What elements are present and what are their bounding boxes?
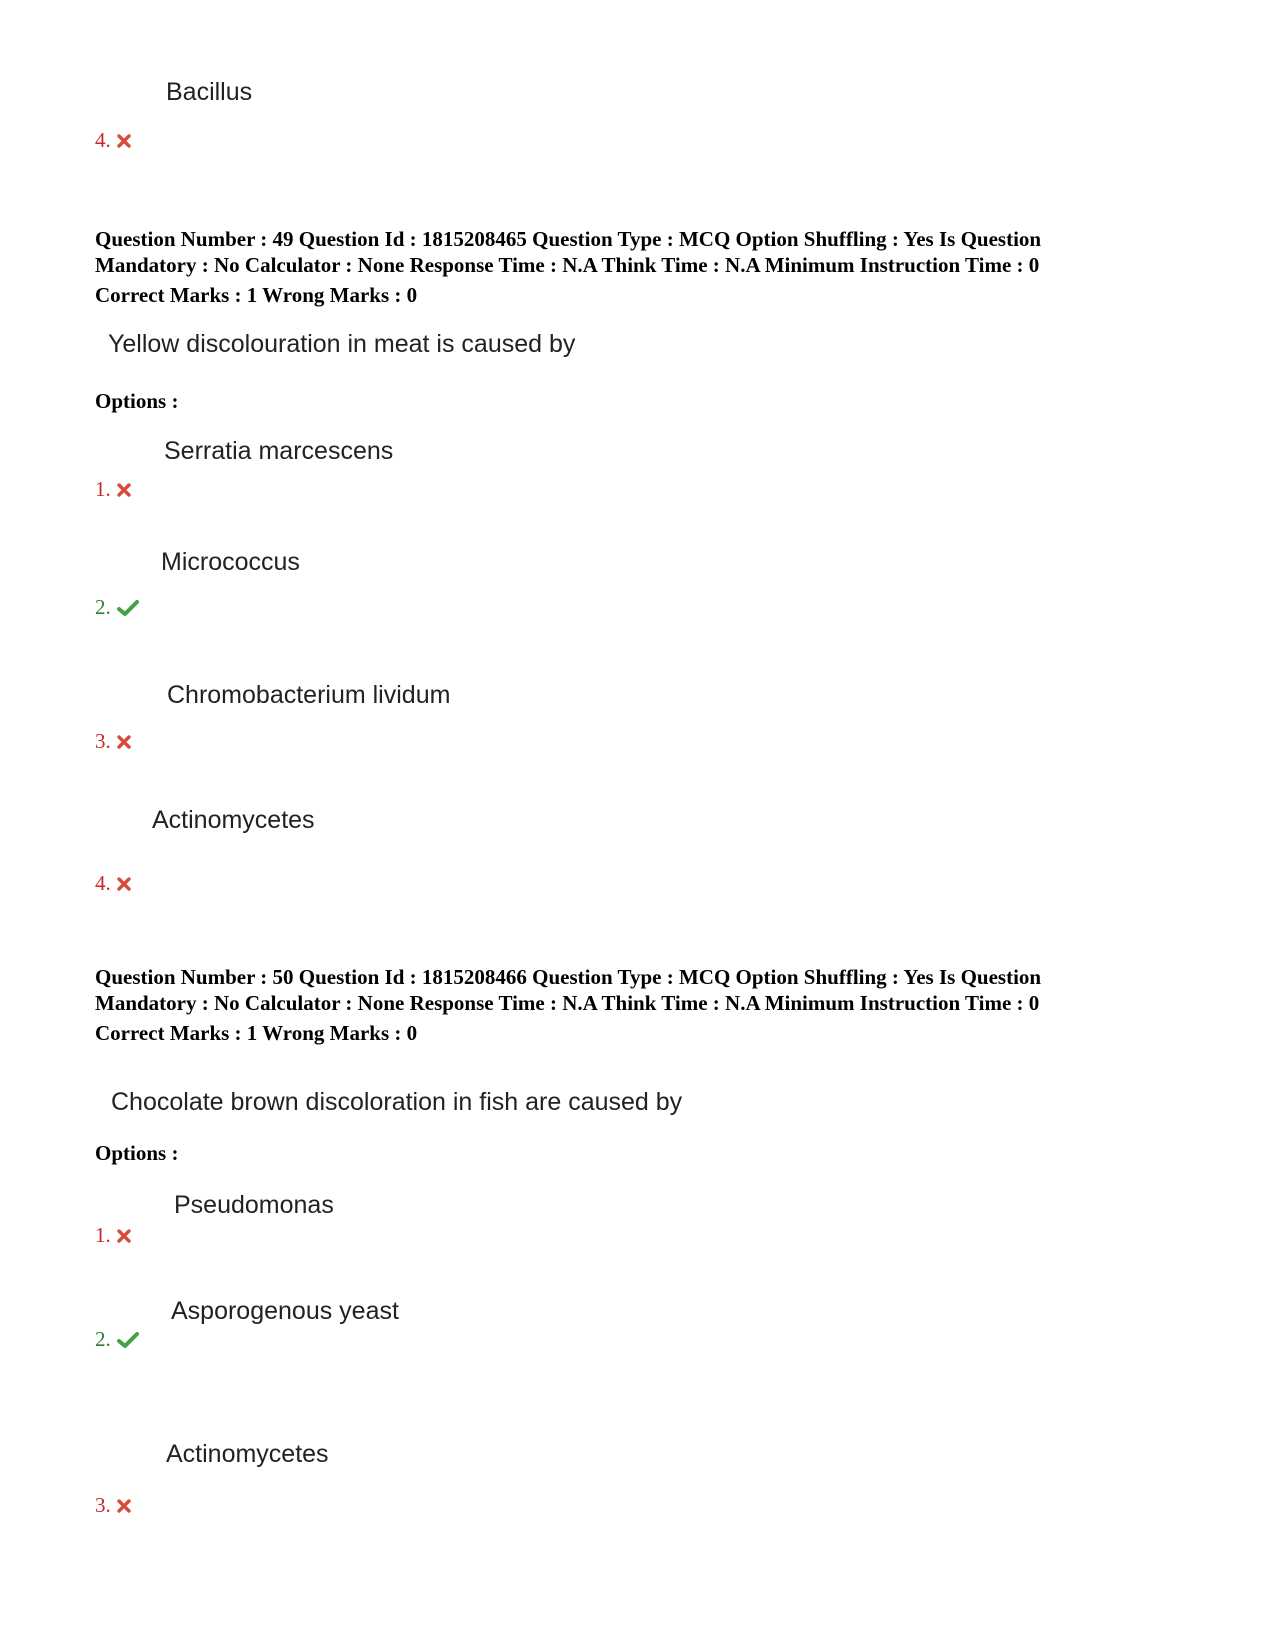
check-icon [117, 1331, 139, 1349]
option-number [95, 1327, 139, 1352]
option-number [95, 871, 131, 896]
question-meta-line2: Mandatory : No Calculator : None Response Time : N.A Think Time : N.A Minimum Instruction Time : 0 [95, 253, 1040, 277]
cross-icon [117, 134, 131, 148]
question-marks: Correct Marks : 1 Wrong Marks : 0 [95, 1021, 418, 1045]
option-number-label: 2. [95, 595, 111, 619]
option-number-label: 3. [95, 729, 111, 753]
option-number-label: 1. [95, 477, 111, 501]
option-number-label: 3. [95, 1493, 111, 1517]
question-text: Chocolate brown discoloration in fish are caused by [111, 1088, 683, 1116]
option-number [95, 729, 131, 754]
option-number [95, 128, 131, 153]
option-number-label: 4. [95, 128, 111, 152]
option-number [95, 1223, 131, 1248]
option-text: Actinomycetes [166, 1440, 329, 1468]
cross-icon [117, 1499, 131, 1513]
option-text: Chromobacterium lividum [167, 681, 451, 709]
option-text: Micrococcus [161, 548, 300, 576]
options-label: Options : [95, 389, 179, 413]
option-text: Pseudomonas [174, 1191, 334, 1219]
question-text: Yellow discolouration in meat is caused by [108, 330, 576, 358]
option-number [95, 595, 139, 620]
check-icon [117, 599, 139, 617]
options-label: Options : [95, 1141, 179, 1165]
question-marks: Correct Marks : 1 Wrong Marks : 0 [95, 283, 418, 307]
question-meta-line1: Question Number : 49 Question Id : 1815208465 Question Type : MCQ Option Shuffling : Yes Is Question [95, 227, 1042, 251]
question-meta [95, 964, 1185, 1046]
option-number-label: 2. [95, 1327, 111, 1351]
cross-icon [117, 735, 131, 749]
option-number [95, 477, 131, 502]
question-meta [95, 226, 1185, 308]
cross-icon [117, 1229, 131, 1243]
option-number-label: 1. [95, 1223, 111, 1247]
option-text: Asporogenous yeast [171, 1297, 399, 1325]
question-meta-line2: Mandatory : No Calculator : None Response Time : N.A Think Time : N.A Minimum Instruction Time : 0 [95, 991, 1040, 1015]
question-meta-line1: Question Number : 50 Question Id : 1815208466 Question Type : MCQ Option Shuffling : Yes Is Question [95, 965, 1042, 989]
option-text: Serratia marcescens [164, 437, 394, 465]
option-number [95, 1493, 131, 1518]
option-number-label: 4. [95, 871, 111, 895]
cross-icon [117, 483, 131, 497]
cross-icon [117, 877, 131, 891]
option-text: Actinomycetes [152, 806, 315, 834]
option-text: Bacillus [166, 78, 253, 106]
